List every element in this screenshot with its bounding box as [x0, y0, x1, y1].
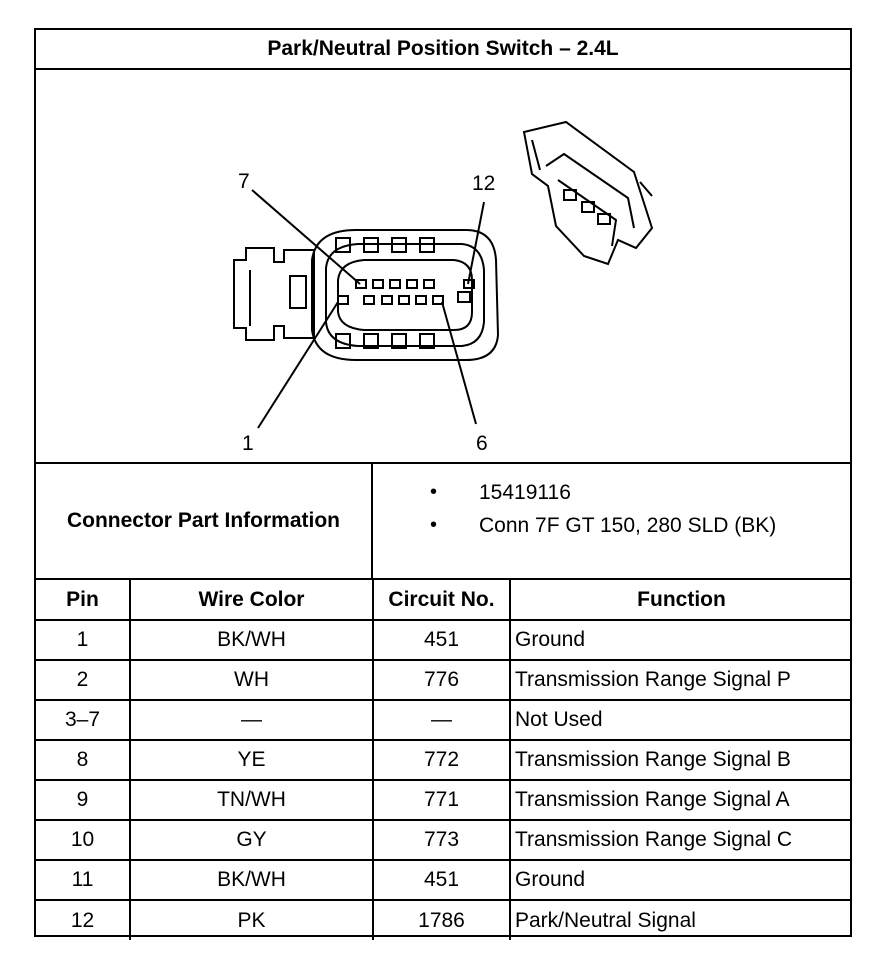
- cell-function: Transmission Range Signal P: [510, 660, 852, 700]
- cell-pin: 2: [36, 660, 130, 700]
- cell-pin: 9: [36, 780, 130, 820]
- table-header-row: [36, 580, 852, 620]
- cell-function: Park/Neutral Signal: [510, 900, 852, 940]
- cell-function: Transmission Range Signal A: [510, 780, 852, 820]
- page-title: Park/Neutral Position Switch – 2.4L: [36, 30, 850, 70]
- header-pin: Pin: [36, 580, 130, 620]
- callout-pin-7: 7: [238, 170, 250, 193]
- bullet-icon: •: [430, 514, 438, 536]
- cell-wire-color: WH: [130, 660, 373, 700]
- table-row: [36, 900, 852, 940]
- connector-face-drawing: [36, 70, 850, 462]
- callout-pin-12: 12: [472, 172, 496, 195]
- cell-pin: 3–7: [36, 700, 130, 740]
- pinout-table: [36, 580, 852, 940]
- callout-pin-1: 1: [242, 432, 254, 455]
- cell-function: Not Used: [510, 700, 852, 740]
- connector-part-info-list: [373, 464, 850, 590]
- cell-wire-color: TN/WH: [130, 780, 373, 820]
- part-number: 15419116: [479, 481, 571, 504]
- cell-circuit-no: —: [373, 700, 510, 740]
- cell-function: Ground: [510, 860, 852, 900]
- table-row: [36, 620, 852, 660]
- cell-wire-color: —: [130, 700, 373, 740]
- cell-function: Ground: [510, 620, 852, 660]
- cell-pin: 12: [36, 900, 130, 940]
- cell-function: Transmission Range Signal C: [510, 820, 852, 860]
- cell-pin: 8: [36, 740, 130, 780]
- cell-wire-color: GY: [130, 820, 373, 860]
- header-circuit-no: Circuit No.: [373, 580, 510, 620]
- cell-pin: 1: [36, 620, 130, 660]
- cell-wire-color: PK: [130, 900, 373, 940]
- table-row: [36, 700, 852, 740]
- cell-wire-color: BK/WH: [130, 620, 373, 660]
- cell-pin: 10: [36, 820, 130, 860]
- connector-part-info: [36, 464, 850, 580]
- cell-pin: 11: [36, 860, 130, 900]
- cell-circuit-no: 776: [373, 660, 510, 700]
- cell-wire-color: BK/WH: [130, 860, 373, 900]
- connector-part-info-label: Connector Part Information: [36, 464, 373, 578]
- list-item: [373, 476, 850, 509]
- table-row: [36, 780, 852, 820]
- table-row: [36, 820, 852, 860]
- cell-function: Transmission Range Signal B: [510, 740, 852, 780]
- cell-circuit-no: 773: [373, 820, 510, 860]
- table-row: [36, 860, 852, 900]
- bullet-icon: •: [430, 481, 438, 503]
- connector-diagram: [36, 70, 850, 464]
- callout-pin-6: 6: [476, 432, 488, 455]
- cell-circuit-no: 1786: [373, 900, 510, 940]
- header-wire-color: Wire Color: [130, 580, 373, 620]
- cell-circuit-no: 451: [373, 620, 510, 660]
- cell-circuit-no: 771: [373, 780, 510, 820]
- table-row: [36, 740, 852, 780]
- cell-circuit-no: 451: [373, 860, 510, 900]
- header-function: Function: [510, 580, 852, 620]
- list-item: [373, 509, 850, 542]
- table-row: [36, 660, 852, 700]
- connector-description: Conn 7F GT 150, 280 SLD (BK): [479, 514, 777, 537]
- connector-sheet: [34, 28, 852, 937]
- cell-circuit-no: 772: [373, 740, 510, 780]
- cell-wire-color: YE: [130, 740, 373, 780]
